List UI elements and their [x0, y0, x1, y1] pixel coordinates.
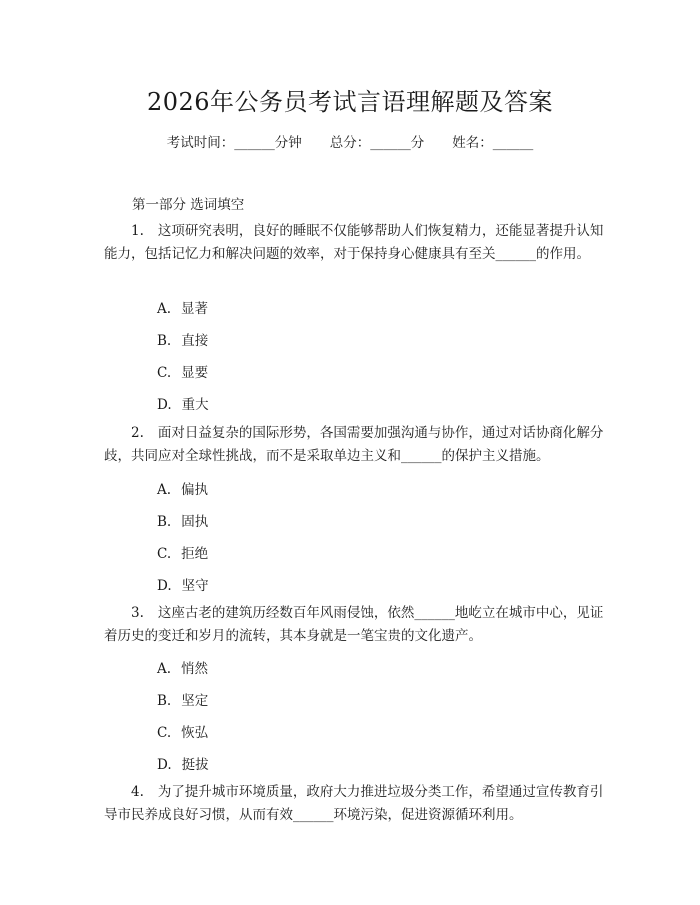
question-number: 2. [131, 425, 144, 441]
question-text: 为了提升城市环境质量，政府大力推进垃圾分类工作，希望通过宣传教育引导市民养成良好习惯，从而有效______环境污染，促进资源循环利用。 [104, 784, 604, 823]
option-text: 坚定 [181, 693, 209, 709]
question-1-option-c [157, 361, 208, 381]
option-letter: A. [157, 661, 172, 677]
exam-time-field: 考试时间：______分钟 [166, 135, 302, 151]
question-1-option-d [157, 393, 209, 413]
question-3-option-a [157, 657, 208, 677]
question-3-option-b [157, 689, 208, 709]
question-3-option-d [157, 753, 209, 773]
question-2-option-d [157, 574, 209, 594]
question-2-option-a [157, 478, 208, 498]
exam-info-line [0, 131, 700, 151]
page-title: 2026年公务员考试言语理解题及答案 [146, 88, 554, 116]
option-text: 坚守 [181, 578, 209, 594]
question-2-option-c [157, 542, 208, 562]
option-text: 显著 [181, 301, 209, 317]
option-text: 显要 [181, 365, 209, 381]
option-text: 恢弘 [181, 725, 209, 741]
option-letter: C. [157, 725, 172, 741]
option-text: 固执 [181, 514, 209, 530]
option-text: 重大 [181, 397, 209, 413]
question-number: 3. [131, 605, 144, 621]
option-text: 挺拔 [181, 757, 209, 773]
question-text: 这项研究表明，良好的睡眠不仅能够帮助人们恢复精力，还能显著提升认知能力，包括记忆力和解决问题的效率，对于保持身心健康具有至关______的作用。 [104, 223, 604, 262]
question-3 [104, 602, 604, 648]
question-4 [104, 781, 604, 827]
option-letter: A. [157, 301, 172, 317]
question-1-option-b [157, 329, 208, 349]
question-2-option-b [157, 510, 208, 530]
option-text: 拒绝 [181, 546, 209, 562]
option-letter: D. [157, 578, 172, 594]
option-text: 偏执 [181, 482, 209, 498]
option-letter: B. [157, 693, 172, 709]
option-letter: C. [157, 365, 172, 381]
option-letter: D. [157, 397, 172, 413]
option-letter: C. [157, 546, 172, 562]
question-number: 4. [131, 784, 144, 800]
question-text: 面对日益复杂的国际形势，各国需要加强沟通与协作，通过对话协商化解分歧，共同应对全球性挑战，而不是采取单边主义和______的保护主义措施。 [104, 425, 604, 464]
option-text: 直接 [181, 333, 209, 349]
question-1 [104, 220, 604, 266]
option-letter: A. [157, 482, 172, 498]
option-letter: B. [157, 333, 172, 349]
option-letter: B. [157, 514, 172, 530]
name-field: 姓名：______ [452, 135, 534, 151]
section-heading: 第一部分 选词填空 [132, 197, 245, 213]
option-letter: D. [157, 757, 172, 773]
question-3-option-c [157, 721, 208, 741]
question-1-option-a [157, 297, 208, 317]
total-score-field: 总分：______分 [329, 135, 425, 151]
option-text: 悄然 [181, 661, 209, 677]
question-2 [104, 422, 604, 468]
question-number: 1. [131, 223, 144, 239]
question-text: 这座古老的建筑历经数百年风雨侵蚀，依然______地屹立在城市中心，见证着历史的变迁和岁月的流转，其本身就是一笔宝贵的文化遗产。 [104, 605, 604, 644]
